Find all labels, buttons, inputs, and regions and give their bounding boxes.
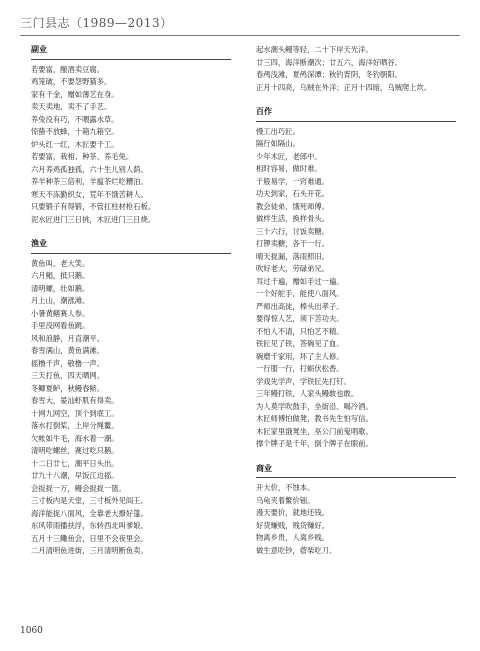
proverb-list-fuye (31, 64, 231, 227)
proverb-line: 碗磨千家用，坏了主人修。 (256, 351, 344, 361)
left-column (31, 44, 231, 558)
proverb-line: 三十六行，讨饭卖糖。 (256, 226, 329, 236)
proverb-line: 惊蛰不放蜂，十箱九箱空。 (31, 127, 119, 136)
proverb-line: 海洋能捉八面风，全靠老大撩好篷。 (31, 508, 148, 518)
proverb-line: 三年鳗打铁，人家头鳗敢也敢。 (256, 389, 359, 398)
proverb-line: 起水潮头鳗等轻，二十下岸天光洋。 (256, 45, 373, 54)
proverb-line: 摇橹千声，敬橹一声。 (31, 358, 104, 368)
proverb-list-yuye-continued (256, 44, 456, 94)
section-gap (256, 451, 456, 463)
proverb-line: 养兔没有巧，不喂露水草。 (31, 114, 119, 124)
proverb-line: 木匠师傅怕做凳，教书先生怕写信。 (256, 414, 373, 423)
proverb-line: 廿三四，海洋断潮次；廿五六，海洋好晒谷。 (256, 57, 402, 67)
proverb-line: 冬鲫夏鲈，秋鳗春鲚。 (31, 383, 104, 393)
proverb-line: 正月十四亮，乌贼在外洋；正月十四暗，乌贼爬上坎。 (256, 82, 432, 92)
proverb-line: 乌龟夹着鳖价钿。 (256, 495, 315, 505)
proverb-line: 廿九十八潮，早饭江边摇。 (31, 471, 119, 480)
proverb-line: 清明吃螺丝，赛过吃只鹅。 (31, 446, 119, 455)
proverb-line: 少年木匠，老郎中。 (256, 151, 322, 161)
proverb-line: 只要锻子有得锻，不管扛柱材枪石板。 (31, 202, 156, 211)
proverb-line: 落水打倒桨，上岸分绳鳌。 (31, 421, 119, 430)
proverb-line: 要得惊人艺，须下苦功夫。 (256, 314, 344, 323)
proverb-line: 鸡笼破，不要怨野猫多。 (31, 77, 112, 86)
proverb-line: 手里没网看鱼跳。 (31, 321, 90, 330)
section-gap (256, 94, 456, 106)
proverb-line: 欠帐如牛毛，海水着一潮。 (31, 433, 119, 443)
proverb-list-yuye (31, 258, 231, 558)
proverb-line: 养羊种茶三倍利，羊瘟茶烂吃糟泊。 (31, 177, 148, 186)
section-title-fuye: 副业 (31, 44, 231, 60)
proverb-line: 若要富，酿酒卖豆腐。 (31, 64, 104, 74)
proverb-line: 黄鱼叫，老大笑。 (31, 258, 90, 268)
proverb-line: 慢工出巧匠。 (256, 126, 300, 136)
proverb-line: 铁匠见了铁，答碗见了血。 (256, 339, 344, 348)
proverb-line: 月上山，潮涨滩。 (31, 296, 90, 305)
section-gap (31, 226, 231, 238)
proverb-line: 会捉捉一万，鳗会捉捉一篮。 (31, 483, 126, 493)
section-title-yuye: 渔业 (31, 238, 231, 254)
section-title-shangye: 商业 (256, 463, 456, 479)
proverb-line: 若要富，栽相、种茶、养毛兔。 (31, 152, 134, 161)
proverb-line: 做生意吃钞，蓿柴吃刀。 (256, 545, 337, 555)
proverb-line: 物离乡贵，人离乡贱。 (256, 533, 329, 542)
proverb-line: 严师出高徒，棒头出孝子。 (256, 301, 344, 311)
right-column (256, 44, 456, 557)
proverb-line: 十网九网空，顶个到底工。 (31, 408, 119, 418)
proverb-line: 千般易学，一窍难通。 (256, 176, 329, 186)
section-title-baizuo: 百作 (256, 106, 456, 122)
proverb-line: 二月清明鱼进街，三月清明断鱼卖。 (31, 546, 148, 555)
proverb-line: 晴天捉漏，落雨照旧。 (256, 251, 329, 261)
proverb-line: 吹好老大，劳碌弟兄。 (256, 264, 329, 273)
proverb-line: 五月十三鳓鱼会，日里不会夜里会。 (31, 533, 148, 543)
proverb-line: 清明螺，壮如鹅。 (31, 283, 90, 293)
header-rule (20, 35, 460, 36)
proverb-line: 相时容易，做时难。 (256, 164, 322, 173)
proverb-line: 六月鲳，抵只鹅。 (31, 271, 90, 280)
proverb-line: 六月养鸡孤独孤，六十生儿别人荫。 (31, 164, 148, 174)
proverb-line: 教会徒弟，饿死师傅。 (256, 201, 329, 211)
proverb-line: 春雪大，晏汕虾肌有得卖。 (31, 396, 119, 405)
proverb-line: 三天打鱼，四天晒网。 (31, 371, 104, 380)
proverb-line: 为人莫学吹鼓手，坐街沿、喝冷酒。 (256, 401, 373, 411)
proverb-line: 做样生活，换样骨头。 (256, 214, 329, 223)
proverb-line: 寒天不冻勤织女，荒年不饿苦耕人。 (31, 189, 148, 199)
proverb-line: 不怕人不请，只怕艺不精。 (256, 326, 344, 336)
proverb-list-shangye (256, 482, 456, 557)
proverb-line: 开大价，不蚀本。 (256, 483, 315, 492)
proverb-line: 家有千金，赠如薄艺在身。 (31, 89, 119, 99)
proverb-line: 好货赚贱，贱货赚好。 (256, 520, 329, 530)
proverb-line: 春雪满山，黄鱼满滩。 (31, 346, 104, 355)
proverb-line: 卖天卖地，卖不了手艺。 (31, 102, 112, 111)
proverb-list-baizuo (256, 126, 456, 451)
proverb-line: 三寸板内是天堂，三寸板外见阎王。 (31, 496, 148, 505)
proverb-line: 隔行如隔山。 (256, 139, 300, 148)
proverb-line: 一行服一行，打蛎伏松香。 (256, 364, 344, 373)
proverb-line: 漫天要价，就地还钱。 (256, 508, 329, 517)
page-header: 三门县志（1989—2013） (20, 16, 173, 30)
page-number: 1060 (20, 626, 43, 636)
proverb-line: 东风带雨播扶浮，东转西北叫爹娘。 (31, 521, 148, 530)
proverb-line: 炉头红一红，木匠要千工。 (31, 139, 119, 149)
proverb-line: 风和浪静，月直潮平。 (31, 333, 104, 343)
proverb-line: 功夫到家，石头开花。 (256, 189, 329, 198)
proverb-line: 泥水匠进门三日挑，木匠进门三日烧。 (31, 214, 156, 224)
proverb-line: 木匠家里饿凳坐，巫公门前鬼唱歌。 (256, 426, 373, 436)
proverb-line: 春鸬浅滩，夏鸬深潭；秋钓背阴，冬钓朝阳。 (256, 70, 402, 79)
proverb-line: 十二日廿七，潮平日头出。 (31, 458, 119, 468)
proverb-line: 学戏先学声，学铁匠先打钉。 (256, 376, 351, 386)
proverb-line: 小暑黄鳝赛人参。 (31, 308, 90, 318)
proverb-line: 撑个牌子是千年，倒个牌子在眼前。 (256, 439, 373, 448)
proverb-line: 耳过千遍，赠如手过一遍。 (256, 276, 344, 286)
proverb-line: 打锣卖糖，各干一行。 (256, 239, 329, 248)
proverb-line: 一个好舵手，能使八面风。 (256, 289, 344, 298)
